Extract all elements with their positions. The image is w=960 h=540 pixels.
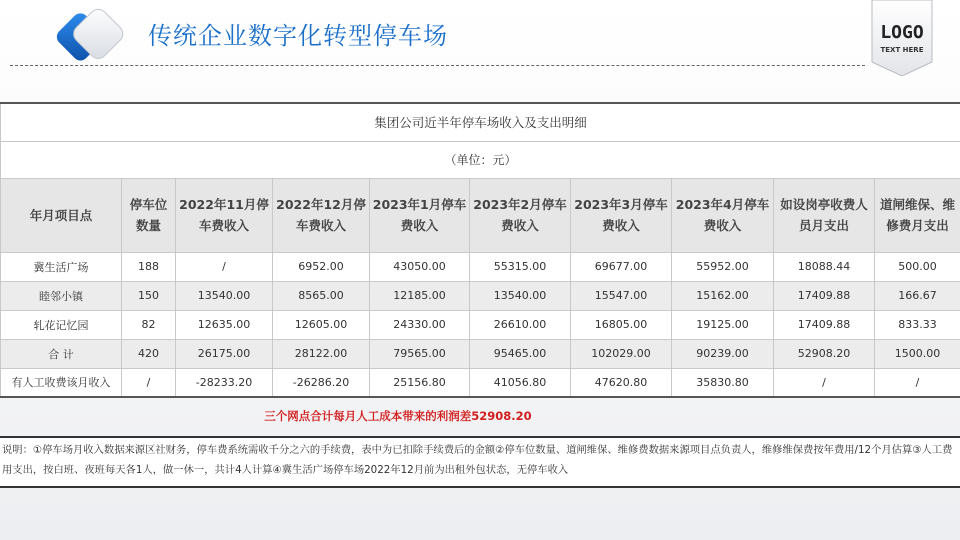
table-cell: 6952.00 <box>273 252 370 281</box>
table-cell: 12635.00 <box>176 310 273 339</box>
table-cell: 26175.00 <box>176 339 273 368</box>
table-cell: 69677.00 <box>571 252 672 281</box>
table-cell: 17409.88 <box>774 310 875 339</box>
table-cell: 1500.00 <box>875 339 960 368</box>
profit-note: 三个网点合计每月人工成本带来的利润差52908.20 <box>264 409 532 423</box>
remarks-text: 说明：①停车场月收入数据来源区社财务，停车费系统需收千分之六的手续费，表中为已扣除手续费后的金额②停车位数量、道闸维保、维修费数据来源项目点负责人，维修维保费按年费用/12个月估算③人工费用支出，按白班、夜班每天各1人，做一休一，共计4人计算④冀生活广场停车场2022年12月前为出租外包状态，无停车收入 <box>0 436 960 488</box>
column-header: 2023年4月停车费收入 <box>672 178 774 252</box>
table-cell: 102029.00 <box>571 339 672 368</box>
table-cell: 150 <box>122 281 176 310</box>
table-cell: 52908.20 <box>774 339 875 368</box>
parking-revenue-table <box>0 102 960 398</box>
table-row-net-income <box>1 368 960 397</box>
logo-text: LOGO <box>880 22 924 43</box>
title-divider <box>10 65 865 66</box>
table-cell: 28122.00 <box>273 339 370 368</box>
table-cell: 25156.80 <box>370 368 470 397</box>
table-cell: 冀生活广场 <box>1 252 122 281</box>
table-cell: 55315.00 <box>470 252 571 281</box>
table-cell: 79565.00 <box>370 339 470 368</box>
table-cell: 13540.00 <box>176 281 273 310</box>
column-header: 2023年2月停车费收入 <box>470 178 571 252</box>
table-cell: 15162.00 <box>672 281 774 310</box>
table-cell: 55952.00 <box>672 252 774 281</box>
table-cell: / <box>122 368 176 397</box>
column-header: 2023年1月停车费收入 <box>370 178 470 252</box>
table-cell: 95465.00 <box>470 339 571 368</box>
page-title: 传统企业数字化转型停车场 <box>148 22 448 50</box>
table-cell: 18088.44 <box>774 252 875 281</box>
table-cell-negative: -26286.20 <box>273 368 370 397</box>
column-header: 如设岗亭收费人员月支出 <box>774 178 875 252</box>
table-cell: / <box>875 368 960 397</box>
column-header: 年月项目点 <box>1 178 122 252</box>
table-cell: 188 <box>122 252 176 281</box>
table-cell: 16805.00 <box>571 310 672 339</box>
table-cell: / <box>774 368 875 397</box>
table-cell: 166.67 <box>875 281 960 310</box>
table-cell: 420 <box>122 339 176 368</box>
table-unit: （单位：元） <box>1 141 960 178</box>
table-cell: 8565.00 <box>273 281 370 310</box>
column-header: 停车位数量 <box>122 178 176 252</box>
logo-badge <box>870 0 934 76</box>
table-cell: 睦邻小镇 <box>1 281 122 310</box>
table-cell: 合 计 <box>1 339 122 368</box>
table-cell-negative: -28233.20 <box>176 368 273 397</box>
table-row <box>1 281 960 310</box>
table-cell: 41056.80 <box>470 368 571 397</box>
table-cell: 24330.00 <box>370 310 470 339</box>
decorative-cube-icon <box>52 2 138 62</box>
table-cell: / <box>176 252 273 281</box>
table-cell: 47620.80 <box>571 368 672 397</box>
logo-subtext: TEXT HERE <box>880 46 924 54</box>
table-cell: 90239.00 <box>672 339 774 368</box>
table-cell: 轧花记忆园 <box>1 310 122 339</box>
table-title: 集团公司近半年停车场收入及支出明细 <box>1 103 960 141</box>
table-cell: 26610.00 <box>470 310 571 339</box>
table-row-total <box>1 339 960 368</box>
column-header: 2022年11月停车费收入 <box>176 178 273 252</box>
table-row <box>1 252 960 281</box>
table-cell: 13540.00 <box>470 281 571 310</box>
table-cell: 12605.00 <box>273 310 370 339</box>
table-cell: 有人工收费该月收入 <box>1 368 122 397</box>
column-header: 2022年12月停车费收入 <box>273 178 370 252</box>
table-cell: 35830.80 <box>672 368 774 397</box>
table-cell: 15547.00 <box>571 281 672 310</box>
column-header: 2023年3月停车费收入 <box>571 178 672 252</box>
table-cell: 19125.00 <box>672 310 774 339</box>
table-cell: 12185.00 <box>370 281 470 310</box>
table-cell: 82 <box>122 310 176 339</box>
table-row <box>1 310 960 339</box>
table-cell: 17409.88 <box>774 281 875 310</box>
table-cell: 500.00 <box>875 252 960 281</box>
column-header: 道闸维保、维修费月支出 <box>875 178 960 252</box>
table-header-row <box>1 178 960 252</box>
table-cell: 43050.00 <box>370 252 470 281</box>
table-cell: 833.33 <box>875 310 960 339</box>
